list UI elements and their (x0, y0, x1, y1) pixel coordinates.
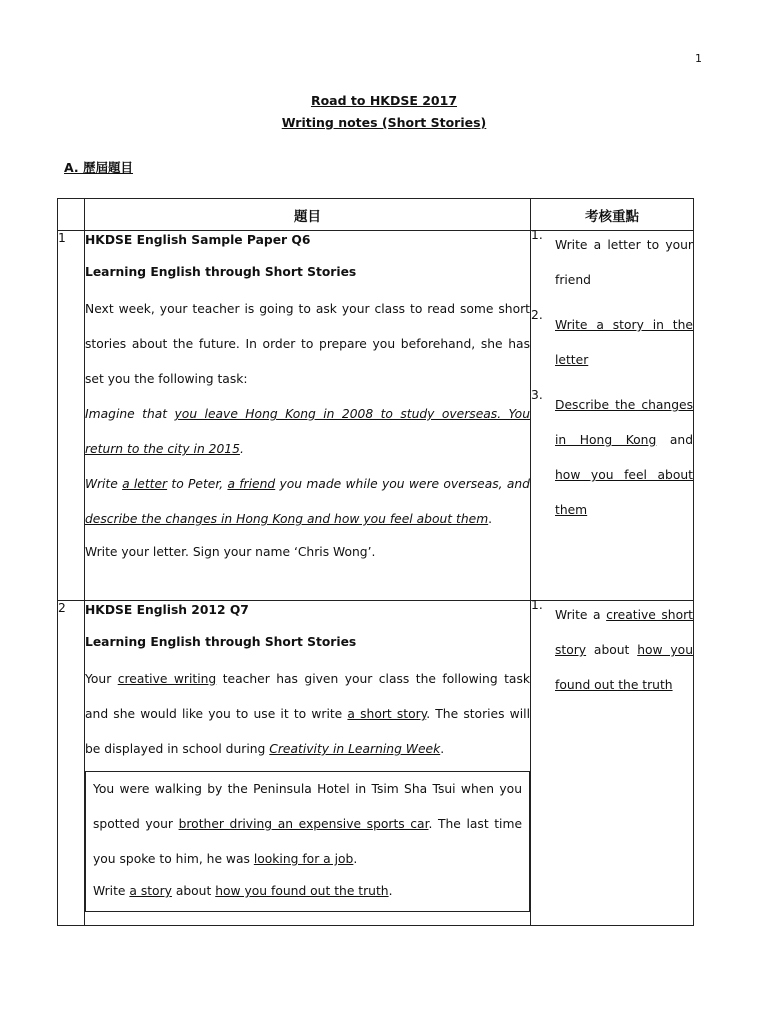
header-num (58, 199, 85, 231)
header-topic: 題目 (85, 199, 531, 231)
task-box-instruction: Write a story about how you found out the truth. (93, 884, 393, 898)
document-subtitle: Writing notes (Short Stories) (281, 115, 487, 130)
question-subheading: Learning English through Short Stories (85, 265, 357, 279)
list-item: 3. Describe the changes in Hong Kong and how you feel about them (531, 388, 693, 517)
list-item: 1. Write a letter to your friend (531, 228, 693, 287)
question-closing: Write your letter. Sign your name ‘Chris Wong’. (85, 545, 376, 559)
question-heading: HKDSE English Sample Paper Q6 (85, 233, 311, 247)
header-focus: 考核重點 (531, 199, 694, 231)
table-row (58, 601, 694, 926)
task-box (85, 771, 530, 912)
focus-cell (531, 228, 694, 601)
section-heading: A. 歷屆題目 (64, 160, 134, 175)
question-task-write: Write a letter to Peter, a friend you made while you were overseas, and describe the changes in Hong Kong and how you feel about them. (85, 477, 530, 526)
task-box-scenario: You were walking by the Peninsula Hotel in Tsim Sha Tsui when you spotted your brother driving an expensive sports car. The last time you spoke to him, he was looking for a job. (93, 782, 523, 866)
row-number: 1 (58, 231, 85, 601)
list-item: 2. Write a story in the letter (531, 308, 693, 367)
table-row (58, 231, 694, 601)
list-item: 1. Write a creative short story about how you found out the truth (531, 598, 693, 692)
row-number: 2 (58, 601, 85, 926)
question-cell (85, 231, 531, 601)
question-subheading: Learning English through Short Stories (85, 635, 357, 649)
focus-list (531, 228, 693, 528)
question-heading: HKDSE English 2012 Q7 (85, 603, 249, 617)
document-title: Road to HKDSE 2017 (310, 93, 458, 108)
question-cell (85, 601, 531, 926)
page-number: 1 (695, 52, 702, 65)
question-intro: Next week, your teacher is going to ask your class to read some short stories about the future. In order to prepare you beforehand, she has set you the following task: (85, 302, 530, 386)
questions-table (57, 198, 694, 926)
table-header-row (58, 199, 694, 231)
focus-cell (531, 598, 694, 926)
focus-list (531, 598, 693, 703)
question-intro: Your creative writing teacher has given your class the following task and she would like you to use it to write a short story. The stories will be displayed in school during Creativity in Learning Week. (85, 672, 530, 756)
question-task-imagine: Imagine that you leave Hong Kong in 2008 to study overseas. You return to the city in 2015. (85, 407, 530, 456)
